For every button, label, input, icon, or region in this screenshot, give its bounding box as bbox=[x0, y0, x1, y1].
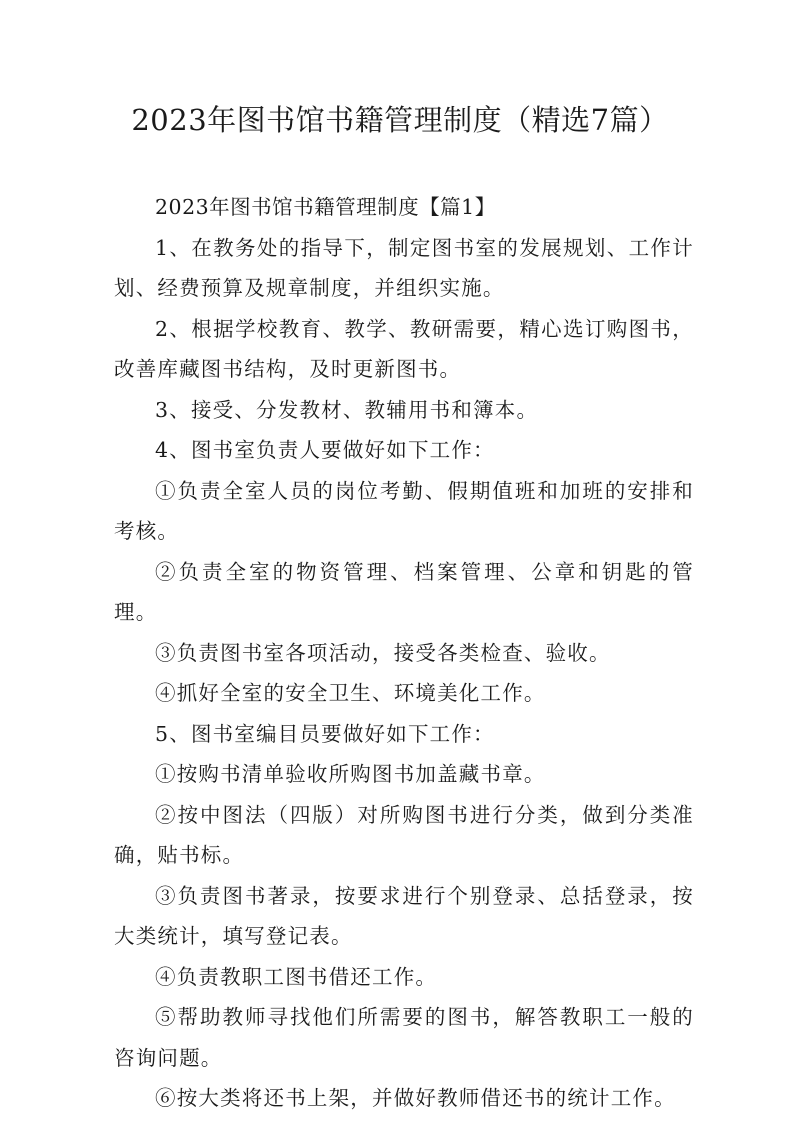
paragraph: ①负责全室人员的岗位考勤、假期值班和加班的安排和考核。 bbox=[114, 478, 694, 543]
paragraph: 2、根据学校教育、教学、教研需要，精心选订购图书，改善库藏图书结构，及时更新图书。 bbox=[114, 316, 694, 381]
paragraph: ①按购书清单验收所购图书加盖藏书章。 bbox=[155, 762, 546, 786]
paragraph: 3、接受、分发教材、教辅用书和簿本。 bbox=[155, 397, 539, 422]
paragraph: ②按中图法（四版）对所购图书进行分类，做到分类准确，贴书标。 bbox=[114, 802, 694, 867]
document-body bbox=[114, 187, 694, 1119]
paragraph: ⑥按大类将还书上架，并做好教师借还书的统计工作。 bbox=[155, 1086, 676, 1110]
paragraph: ④抓好全室的安全卫生、环境美化工作。 bbox=[155, 681, 546, 705]
paragraph: 4、图书室负责人要做好如下工作： bbox=[155, 438, 495, 462]
paragraph: ②负责全室的物资管理、档案管理、公章和钥匙的管理。 bbox=[114, 559, 694, 624]
paragraph: ③负责图书著录，按要求进行个别登录、总括登录，按大类统计，填写登记表。 bbox=[114, 883, 694, 948]
paragraph: ③负责图书室各项活动，接受各类检查、验收。 bbox=[155, 640, 611, 665]
paragraph: ⑤帮助教师寻找他们所需要的图书，解答教职工一般的咨询问题。 bbox=[114, 1005, 694, 1070]
paragraph: 5、图书室编目员要做好如下工作： bbox=[155, 721, 495, 746]
document-title: 2023年图书馆书籍管理制度（精选7篇） bbox=[131, 103, 669, 137]
section-heading: 2023年图书馆书籍管理制度【篇1】 bbox=[155, 195, 496, 219]
paragraph: 1、在教务处的指导下，制定图书室的发展规划、工作计划、经费预算及规章制度，并组织实施。 bbox=[114, 235, 694, 300]
paragraph: ④负责教职工图书借还工作。 bbox=[155, 964, 438, 989]
